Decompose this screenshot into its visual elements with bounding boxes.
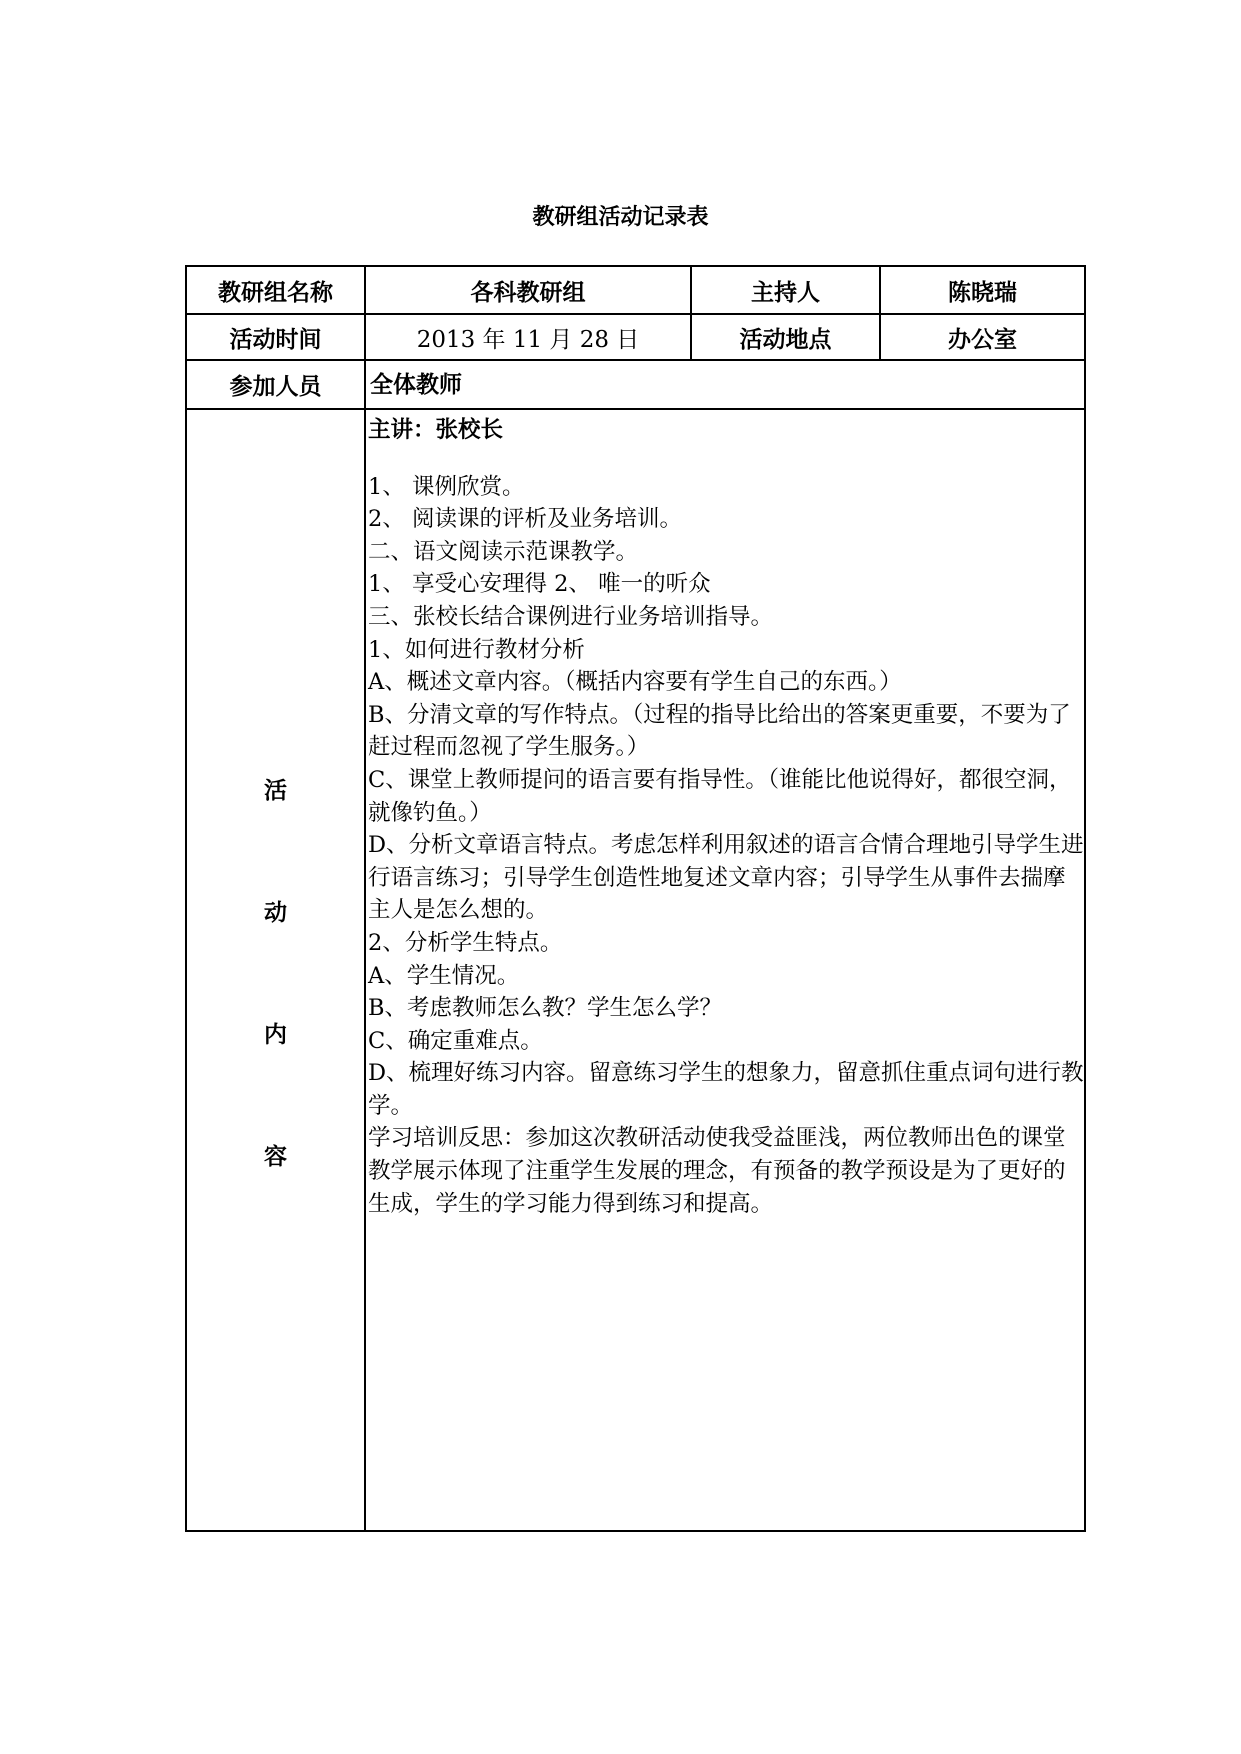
content-line: 1、 课例欣赏。 <box>368 473 525 500</box>
value-place: 办公室 <box>948 326 1017 353</box>
content-line: 学习培训反思：参加这次教研活动使我受益匪浅，两位教师出色的课堂教学展示体现了注重学生发展的理念，有预备的教学预设是为了更好的生成，学生的学习能力得到练习和提高。 <box>368 1125 1066 1217</box>
value-host: 陈晓瑞 <box>948 279 1017 306</box>
label-char-3: 内 <box>264 1022 287 1048</box>
content-line: D、分析文章语言特点。考虑怎样利用叙述的语言合情合理地引导学生进行语言练习；引导学生创造性地复述文章内容；引导学生从事件去揣摩主人是怎么想的。 <box>368 832 1084 924</box>
label-place: 活动地点 <box>739 326 832 353</box>
label-group-name: 教研组名称 <box>218 279 333 306</box>
speaker-line: 主讲：张校长 <box>368 417 504 443</box>
label-time: 活动时间 <box>229 326 322 353</box>
content-line: 1、如何进行教材分析 <box>368 636 585 663</box>
label-char-1: 活 <box>264 778 287 804</box>
value-group-name: 各科教研组 <box>470 279 586 306</box>
activity-content <box>368 414 1084 1220</box>
content-line: B、考虑教师怎么教？学生怎么学？ <box>368 995 723 1022</box>
value-time: 2013 年 11 月 28 日 <box>416 326 640 353</box>
value-participants: 全体教师 <box>370 372 462 398</box>
page-title: 教研组活动记录表 <box>532 205 709 230</box>
content-line: B、分清文章的写作特点。（过程的指导比给出的答案更重要，不要为了赶过程而忽视了学生服务。） <box>368 701 1071 761</box>
content-line: 2、 阅读课的评析及业务培训。 <box>368 506 682 533</box>
content-line: C、确定重难点。 <box>368 1027 543 1054</box>
content-line: C、课堂上教师提问的语言要有指导性。（谁能比他说得好，都很空洞，就像钓鱼。） <box>368 766 1072 826</box>
content-line: 三、张校长结合课例进行业务培训指导。 <box>368 603 774 630</box>
content-line: D、梳理好练习内容。留意练习学生的想象力，留意抓住重点词句进行教学。 <box>368 1060 1084 1119</box>
label-host: 主持人 <box>751 279 820 306</box>
content-line: A、学生情况。 <box>368 962 520 989</box>
label-char-4: 容 <box>264 1144 287 1170</box>
content-line: 二、语文阅读示范课教学。 <box>368 538 639 565</box>
label-char-2: 动 <box>264 900 287 926</box>
content-line: 1、 享受心安理得 2、 唯一的听众 <box>368 571 711 598</box>
label-participants: 参加人员 <box>229 374 322 400</box>
content-line: A、概述文章内容。（概括内容要有学生自己的东西。） <box>368 669 902 696</box>
content-line: 2、分析学生特点。 <box>368 929 563 956</box>
